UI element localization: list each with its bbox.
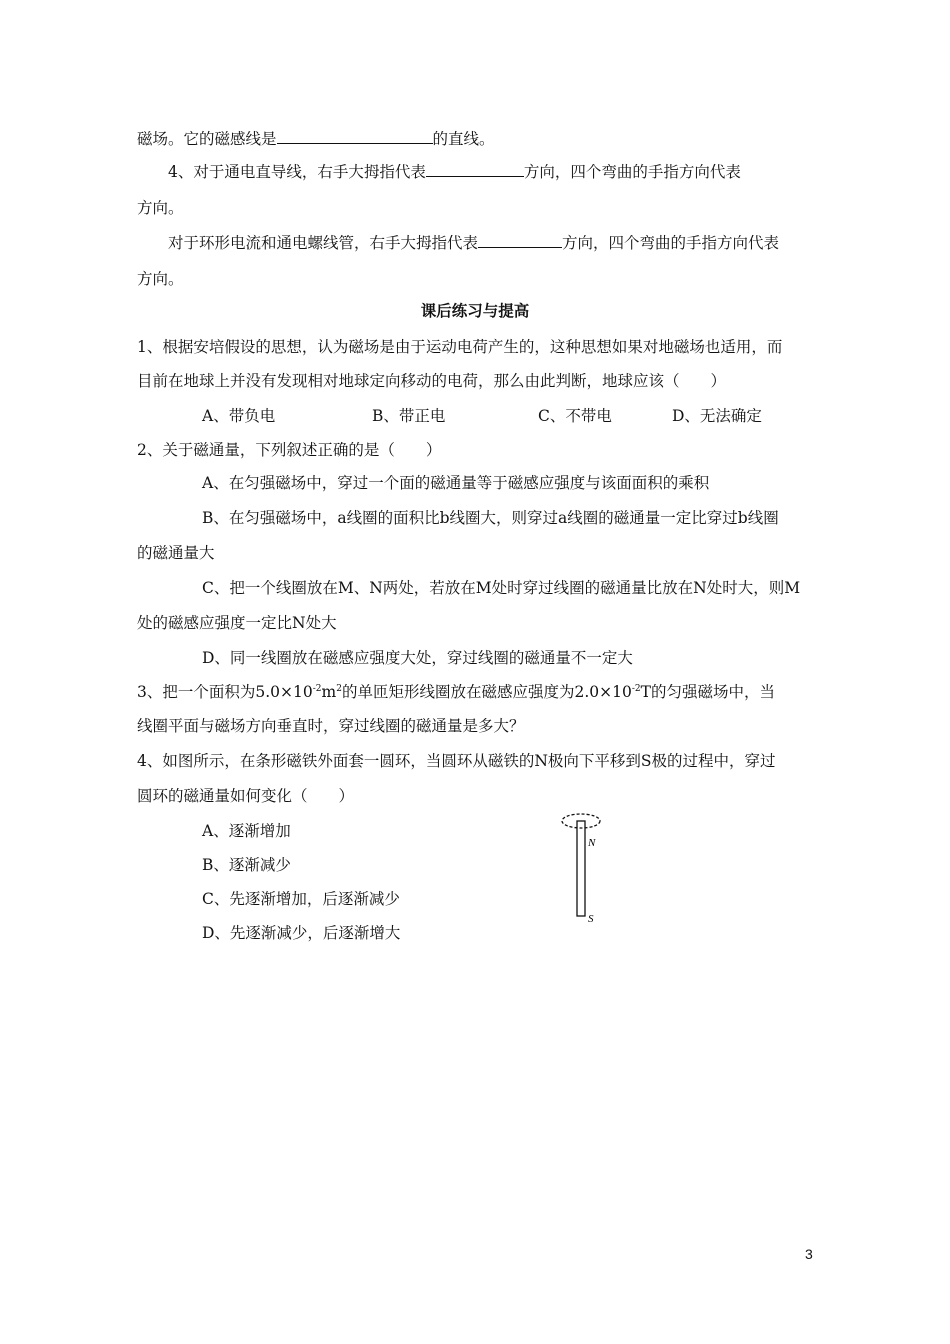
text: 方向，四个弯曲的手指方向代表 bbox=[523, 163, 741, 181]
blank bbox=[478, 231, 562, 248]
problem-1-stem-1: 1、根据安培假设的思想，认为磁场是由于运动电荷产生的，这种思想如果对地磁场也适用，而 bbox=[137, 338, 783, 356]
exponent: 2 bbox=[336, 683, 342, 694]
magnet-ring-figure bbox=[555, 808, 625, 928]
page-number: 3 bbox=[805, 1246, 813, 1262]
text: 4、对于通电直导线，右手大拇指代表 bbox=[168, 163, 426, 181]
text: 磁场。它的磁感线是 bbox=[137, 130, 277, 148]
problem-2-option-b-1: B、在匀强磁场中，a线圈的面积比b线圈大，则穿过a线圈的磁通量一定比穿过b线圈 bbox=[202, 509, 779, 527]
text: 方向，四个弯曲的手指方向代表 bbox=[562, 234, 780, 252]
problem-1-option-c: C、不带电 bbox=[538, 407, 612, 425]
problem-2-stem: 2、关于磁通量，下列叙述正确的是（ ） bbox=[137, 441, 442, 459]
problem-2-option-d: D、同一线圈放在磁感应强度大处，穿过线圈的磁通量不一定大 bbox=[202, 649, 633, 667]
problem-2-option-c-1: C、把一个线圈放在M、N两处，若放在M处时穿过线圈的磁通量比放在N处时大，则M bbox=[202, 579, 801, 597]
label-n: N bbox=[588, 837, 596, 849]
problem-2-option-a: A、在匀强磁场中，穿过一个面的磁通量等于磁感应强度与该面面积的乘积 bbox=[202, 474, 710, 492]
problem-4-option-b: B、逐渐减少 bbox=[202, 856, 291, 874]
blank bbox=[426, 160, 524, 177]
problem-1-option-d: D、无法确定 bbox=[672, 407, 762, 425]
text: 对于环形电流和通电螺线管，右手大拇指代表 bbox=[168, 234, 479, 252]
ring-current-cont: 方向。 bbox=[137, 270, 184, 288]
text: T的匀强磁场中，当 bbox=[640, 683, 775, 701]
problem-1-option-a: A、带负电 bbox=[202, 407, 276, 425]
bar-magnet bbox=[577, 821, 585, 916]
text: 的单匝矩形线圈放在磁感应强度为2.0×10 bbox=[341, 683, 632, 701]
problem-4-stem-2: 圆环的磁通量如何变化（ ） bbox=[137, 787, 355, 805]
problem-3-stem-2: 线圈平面与磁场方向垂直时，穿过线圈的磁通量是多大？ bbox=[137, 717, 525, 735]
text: 的直线。 bbox=[432, 130, 495, 148]
problem-4-option-a: A、逐渐增加 bbox=[202, 822, 291, 840]
problem-4-option-c: C、先逐渐增加，后逐渐减少 bbox=[202, 890, 400, 908]
problem-3-stem-1 bbox=[137, 681, 775, 703]
exponent: -2 bbox=[631, 683, 641, 694]
question-4-cont: 方向。 bbox=[137, 199, 184, 217]
problem-1-stem-2: 目前在地球上并没有发现相对地球定向移动的电荷，那么由此判断，地球应该（ ） bbox=[137, 372, 727, 390]
text: m bbox=[321, 683, 337, 701]
blank bbox=[277, 127, 433, 144]
problem-4-option-d: D、先逐渐减少，后逐渐增大 bbox=[202, 924, 401, 942]
problem-4-stem-1: 4、如图所示，在条形磁铁外面套一圆环，当圆环从磁铁的N极向下平移到S极的过程中，穿过 bbox=[137, 752, 776, 770]
problem-2-option-c-2: 处的磁感应强度一定比N处大 bbox=[137, 614, 337, 632]
problem-2-option-b-2: 的磁通量大 bbox=[137, 544, 215, 562]
exponent: -2 bbox=[312, 683, 322, 694]
fill-line-1 bbox=[137, 127, 495, 150]
ring-current-line bbox=[168, 231, 779, 254]
label-s: S bbox=[588, 913, 594, 925]
question-4-line bbox=[168, 160, 741, 183]
problem-1-option-b: B、带正电 bbox=[372, 407, 446, 425]
text: 3、把一个面积为5.0×10 bbox=[137, 683, 313, 701]
section-title: 课后练习与提高 bbox=[420, 302, 530, 320]
